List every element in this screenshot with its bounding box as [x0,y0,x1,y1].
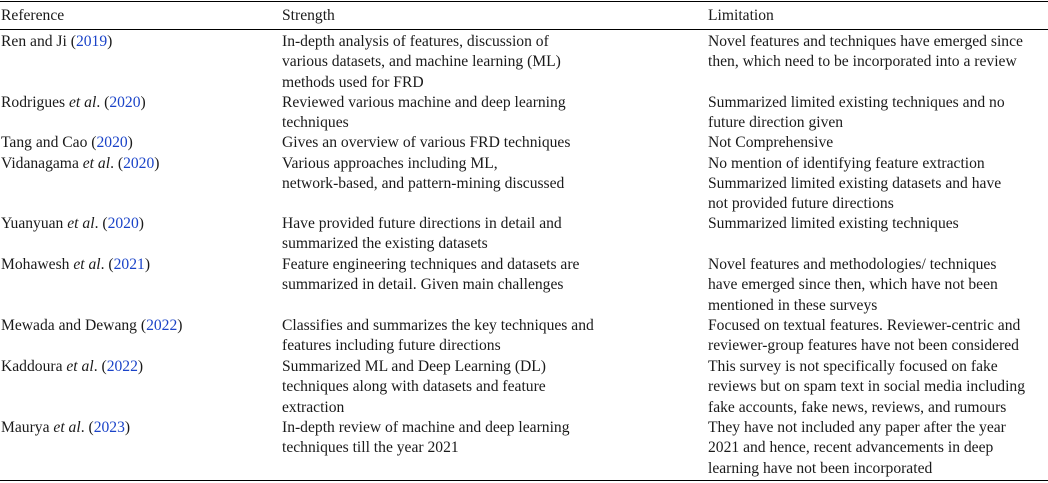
reference-et-al: et al [67,215,95,232]
reference-et-al: et al [69,94,97,111]
reference-authors: Kaddoura [1,358,67,375]
strength-line: Have provided future directions in detail and [282,215,562,232]
header-rule [0,29,1048,30]
reference-et-al: et al [53,419,81,436]
top-rule [0,1,1048,2]
limitation-line: Not Comprehensive [708,134,834,151]
reference-cell: Yuanyuan et al. (2020) [1,215,144,232]
reference-cell: Mewada and Dewang (2022) [1,317,183,334]
reference-cell: Mohawesh et al. (2021) [1,256,151,273]
strength-cell [282,418,692,459]
strength-cell [282,154,692,195]
reference-authors: Mohawesh [1,256,74,273]
limitation-line: Focused on textual features. Reviewer-centric and [708,317,1021,334]
reference-authors: Mewada and Dewang [1,317,137,334]
limitation-line: 2021 and hence, recent advancements in deep [708,439,994,457]
strength-line: techniques till the year 2021 [282,439,459,457]
limitation-extra-cell [708,174,1001,215]
strength-cell [282,255,692,296]
reference-authors: Yuanyuan [1,215,68,232]
limitation-cell [708,357,1048,418]
strength-line: In-depth review of machine and deep learning [282,419,570,436]
limitation-line: then, which need to be incorporated into a review [708,53,1017,71]
strength-cell [282,316,692,357]
strength-cell [282,133,692,153]
reference-cell: Tang and Cao (2020) [1,134,133,151]
strength-line: methods used for FRD [282,73,424,91]
limitation-line: mentioned in these surveys [708,296,878,314]
strength-cell [282,214,692,255]
citation-year-link[interactable]: 2020 [109,94,141,111]
limitation-line: Summarized limited existing techniques [708,215,959,232]
reference-et-al: et al [82,155,111,172]
strength-line: Feature engineering techniques and datasets are [282,256,580,273]
header-strength: Strength [282,7,335,24]
strength-line: Summarized ML and Deep Learning (DL) [282,358,546,375]
reference-cell: Kaddoura et al. (2022) [1,358,144,375]
reference-authors: Ren and Ji [1,33,67,50]
strength-line: extraction [282,398,345,416]
reference-et-al: et al [66,358,94,375]
limitation-cell [708,93,1048,134]
strength-cell [282,32,692,93]
limitation-cell [708,255,1048,316]
limitation-line: fake accounts, fake news, reviews, and rumours [708,398,1007,416]
limitation-cell [708,214,1048,234]
limitation-cell [708,32,1048,73]
reference-cell: Maurya et al. (2023) [1,419,131,436]
reference-authors: Maurya [1,419,54,436]
bottom-rule [0,480,1048,481]
limitation-line: not provided future directions [708,195,894,213]
strength-cell [282,357,692,418]
reference-authors: Vidanagama [1,155,83,172]
strength-line: features including future directions [282,337,501,355]
strength-line: various datasets, and machine learning (ML) [282,53,561,71]
limitation-line: Summarized limited existing techniques and no [708,94,1005,111]
reference-et-al: et al [73,256,101,273]
limitation-cell [708,418,1048,479]
limitation-line: No mention of identifying feature extraction [708,155,985,172]
citation-year-link[interactable]: 2019 [75,33,108,50]
header-limitation: Limitation [708,7,774,24]
limitation-line: learning have not been incorporated [708,459,933,477]
limitation-line: Summarized limited existing datasets and have [708,175,1002,192]
limitation-cell [708,154,1048,174]
strength-cell [282,93,692,134]
strength-line: summarized the existing datasets [282,235,488,253]
limitation-line: Novel features and methodologies/ techniques [708,256,997,273]
strength-line: summarized in detail. Given main challenges [282,276,564,294]
reference-cell: Vidanagama et al. (2020) [1,155,160,172]
limitation-line: have emerged since then, which have not been [708,276,998,294]
limitation-line: reviewer-group features have not been considered [708,337,1019,355]
header-reference: Reference [1,7,65,24]
limitation-line: future direction given [708,114,844,132]
limitation-line: reviews but on spam text in social media including [708,378,1026,396]
citation-year-link[interactable]: 2020 [123,155,155,172]
limitation-line: Novel features and techniques have emerged since [708,33,1023,50]
reference-authors: Tang and Cao [1,134,88,151]
strength-line: Gives an overview of various FRD techniques [282,134,571,151]
limitation-cell [708,133,1048,153]
citation-year-link[interactable]: 2021 [113,256,145,273]
citation-year-link[interactable]: 2023 [93,419,125,436]
citation-year-link[interactable]: 2020 [107,215,139,232]
strength-line: techniques along with datasets and feature [282,378,546,396]
citation-year-link[interactable]: 2022 [106,358,138,375]
strength-line: Classifies and summarizes the key techniques and [282,317,594,334]
citation-year-link[interactable]: 2020 [96,134,128,151]
strength-line: network-based, and pattern-mining discussed [282,175,565,193]
strength-line: Reviewed various machine and deep learning [282,94,566,111]
strength-line: Various approaches including ML, [282,155,498,172]
limitation-line: They have not included any paper after the year [708,419,1006,436]
reference-authors: Rodrigues [1,94,70,111]
citation-year-link[interactable]: 2022 [146,317,178,334]
reference-cell: Ren and Ji (2019) [1,33,113,50]
limitation-cell [708,316,1048,357]
limitation-line: This survey is not specifically focused on fake [708,358,998,375]
reference-cell: Rodrigues et al. (2020) [1,94,146,111]
strength-line: In-depth analysis of features, discussion of [282,33,549,50]
strength-line: techniques [282,114,349,132]
